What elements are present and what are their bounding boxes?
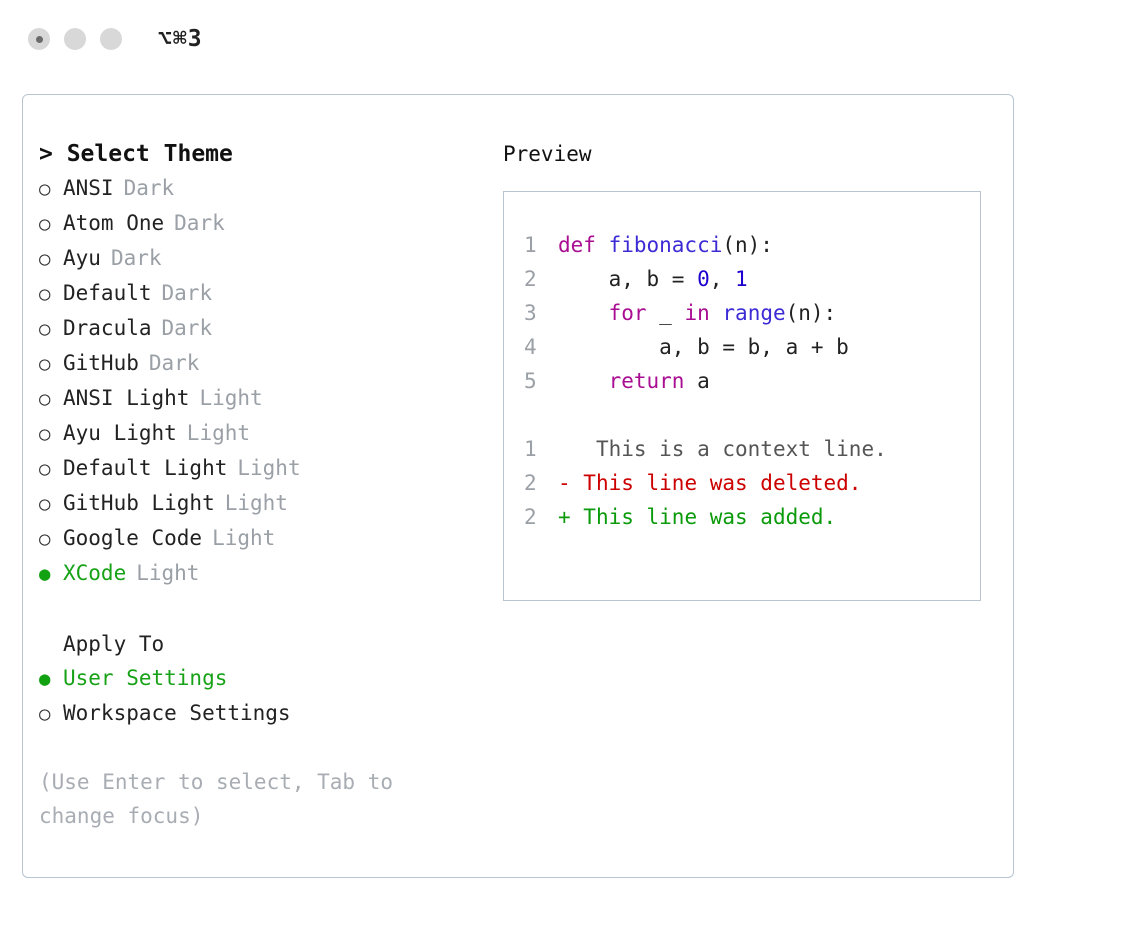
code-token: for (608, 301, 647, 325)
line-number: 3 (524, 301, 537, 325)
theme-option-ansi-dark[interactable] (39, 171, 483, 206)
code-token: fibonacci (608, 233, 723, 257)
preview-column (483, 137, 1013, 877)
code-token: (n): (722, 233, 773, 257)
theme-option-list[interactable] (39, 171, 483, 591)
code-token: in (684, 301, 710, 325)
code-token: (n): (785, 301, 837, 325)
theme-option-default-light[interactable] (39, 451, 483, 486)
radio-icon-selected[interactable]: ● (39, 563, 51, 585)
radio-icon-selected[interactable]: ● (39, 668, 51, 690)
diff-line-added (524, 500, 980, 534)
radio-icon[interactable]: ○ (39, 353, 51, 375)
line-number: 4 (524, 335, 537, 359)
theme-option-ansi-light[interactable] (39, 381, 483, 416)
preview-box (503, 191, 981, 601)
select-theme-heading: > Select Theme (39, 141, 233, 167)
theme-option-label: Default (63, 281, 152, 305)
code-line (524, 262, 980, 296)
radio-icon[interactable]: ○ (39, 178, 51, 200)
theme-option-label: Atom One (63, 211, 165, 235)
radio-icon[interactable]: ○ (39, 248, 51, 270)
close-button-icon[interactable] (28, 28, 50, 50)
code-token: return (608, 369, 685, 393)
radio-icon[interactable]: ○ (39, 493, 51, 515)
line-number: 1 (524, 437, 537, 461)
theme-option-label: Ayu Light (63, 421, 177, 445)
theme-list-column (23, 137, 483, 877)
code-token: a, b = (558, 267, 698, 291)
theme-option-variant: Dark (148, 351, 200, 375)
theme-option-variant: Dark (161, 316, 213, 340)
keyboard-shortcut-label: ⌥⌘3 (158, 26, 203, 52)
apply-to-option-list[interactable] (39, 661, 483, 731)
radio-icon[interactable]: ○ (39, 528, 51, 550)
line-number: 2 (524, 267, 537, 291)
code-token: range (722, 301, 786, 325)
spacer (524, 398, 980, 432)
code-token: a (684, 369, 710, 393)
diff-marker: - (558, 471, 584, 495)
line-number: 2 (524, 505, 537, 529)
theme-option-ayu-light[interactable] (39, 416, 483, 451)
preview-heading: Preview (503, 142, 592, 166)
theme-option-variant: Light (199, 386, 263, 410)
theme-option-label: Dracula (63, 316, 152, 340)
apply-to-option-label: User Settings (63, 666, 228, 690)
radio-icon[interactable]: ○ (39, 388, 51, 410)
code-token (558, 296, 609, 330)
line-number: 1 (524, 233, 537, 257)
theme-option-variant: Dark (161, 281, 213, 305)
apply-to-option-workspace-settings[interactable] (39, 696, 483, 731)
theme-option-label: GitHub (63, 351, 139, 375)
diff-text: This line was deleted. (583, 471, 862, 495)
line-number: 5 (524, 369, 537, 393)
code-token: a, b = b, a + b (558, 335, 849, 359)
theme-option-label: GitHub Light (63, 491, 215, 515)
code-token: 0 (697, 267, 710, 291)
theme-option-dracula-dark[interactable] (39, 311, 483, 346)
theme-selection-panel (22, 94, 1014, 878)
code-token: , (709, 267, 736, 291)
keyboard-hint-text: (Use Enter to select, Tab to change focus) (39, 770, 394, 828)
radio-icon[interactable]: ○ (39, 458, 51, 480)
radio-icon[interactable]: ○ (39, 213, 51, 235)
diff-text: This is a context line. (583, 437, 887, 461)
theme-option-label: ANSI (63, 176, 114, 200)
theme-option-variant: Light (224, 491, 288, 515)
diff-line-deleted (524, 466, 980, 500)
code-line (524, 364, 980, 398)
theme-option-default-dark[interactable] (39, 276, 483, 311)
theme-option-label: Default Light (63, 456, 228, 480)
code-token (710, 296, 723, 330)
window-controls[interactable] (28, 28, 122, 50)
radio-icon[interactable]: ○ (39, 703, 51, 725)
diff-marker (558, 432, 583, 466)
apply-to-option-user-settings[interactable] (39, 661, 483, 696)
minimize-button-icon[interactable] (64, 28, 86, 50)
theme-option-variant: Dark (174, 211, 225, 235)
diff-text: This line was added. (583, 505, 837, 529)
theme-option-label: ANSI Light (63, 386, 190, 410)
theme-option-ayu-dark[interactable] (39, 241, 483, 276)
diff-line-context (524, 432, 980, 466)
theme-option-variant: Light (186, 421, 251, 445)
theme-option-variant: Light (237, 456, 301, 480)
maximize-button-icon[interactable] (100, 28, 122, 50)
line-number: 2 (524, 471, 537, 495)
code-token (558, 364, 609, 398)
theme-option-variant: Light (136, 561, 200, 585)
code-token: _ (646, 301, 685, 325)
code-line (524, 228, 980, 262)
theme-option-github-light[interactable] (39, 486, 483, 521)
apply-to-option-label: Workspace Settings (63, 701, 291, 725)
radio-icon[interactable]: ○ (39, 318, 51, 340)
spacer (39, 591, 483, 627)
radio-icon[interactable]: ○ (39, 283, 51, 305)
theme-option-label: Google Code (63, 526, 203, 550)
code-line (524, 296, 980, 330)
code-token: def (558, 233, 609, 257)
code-token: 1 (735, 267, 748, 291)
theme-option-atom-one-dark[interactable] (39, 206, 483, 241)
theme-option-label: Ayu (63, 246, 101, 270)
theme-option-xcode-light[interactable] (39, 556, 483, 591)
title-bar (0, 0, 1140, 78)
diff-marker: + (558, 505, 584, 529)
theme-option-google-code[interactable] (39, 521, 483, 556)
theme-option-variant: Dark (110, 246, 162, 270)
apply-to-heading: Apply To (63, 632, 165, 656)
radio-icon[interactable]: ○ (39, 423, 51, 445)
theme-option-github-dark[interactable] (39, 346, 483, 381)
theme-option-label: XCode (63, 561, 127, 585)
theme-option-variant: Dark (123, 176, 175, 200)
code-line (524, 330, 980, 364)
theme-option-variant: Light (212, 526, 276, 550)
